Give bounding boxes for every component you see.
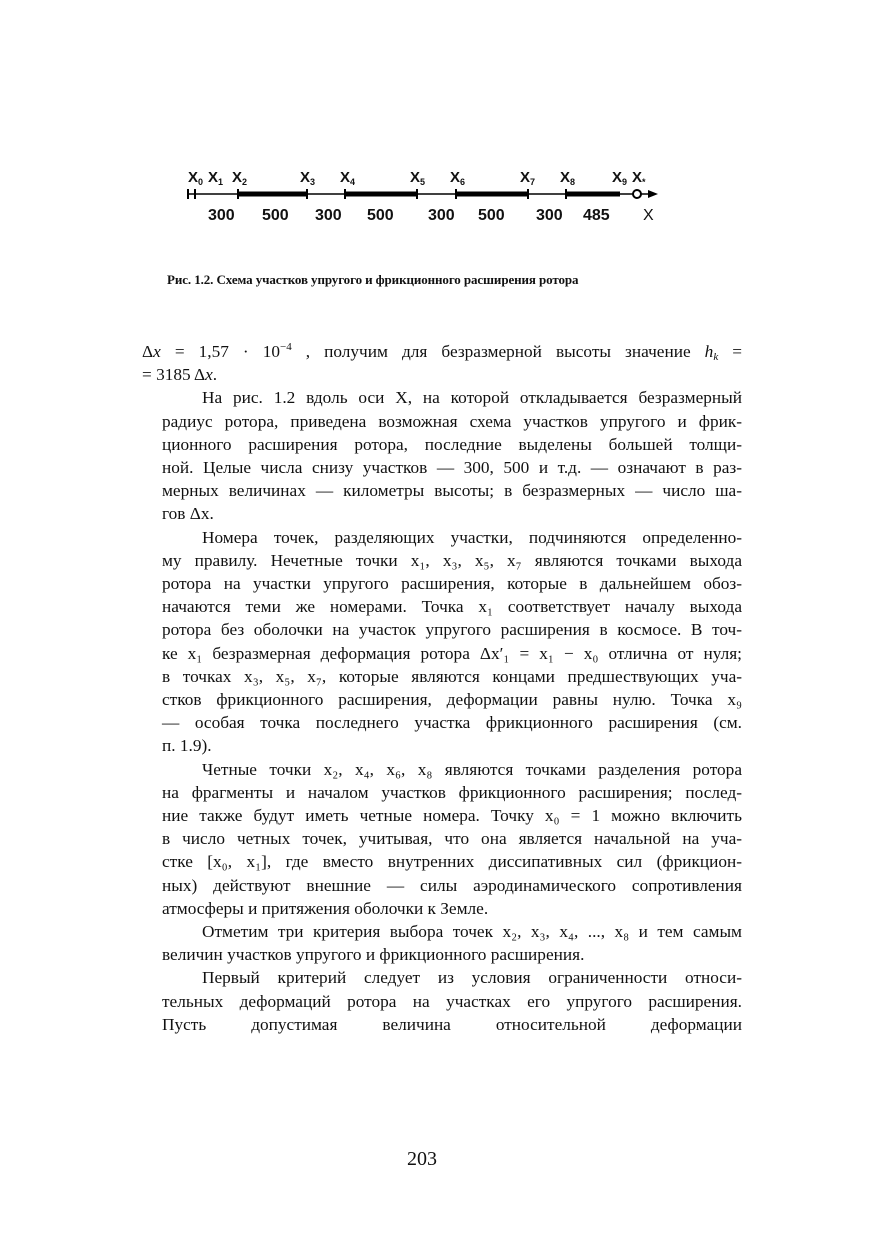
point-label: $X_5$	[410, 169, 426, 187]
segment-value: 300	[428, 207, 455, 224]
segment-value: 500	[262, 207, 289, 224]
point-label: $X_4$	[340, 169, 356, 187]
axis-arrow-icon	[648, 190, 658, 198]
segment-value: 485	[583, 207, 610, 224]
x-star-point-icon	[633, 190, 641, 198]
point-label: $X_2$	[232, 169, 248, 187]
text-line: стков фрикционного расширения, деформации равны нулю. Точка x₉	[162, 690, 742, 710]
point-label: $X_6$	[450, 169, 466, 187]
segment-value: 300	[536, 207, 563, 224]
text-line: Четные точки x₂, x₄, x₆, x₈ являются точками разделения ротора	[202, 759, 742, 779]
text-line: п. 1.9).	[162, 736, 212, 756]
text-line: Первый критерий следует из условия ограниченности относи-	[202, 968, 742, 988]
segment-value: 500	[478, 207, 505, 224]
text-line: На рис. 1.2 вдоль оси X, на которой откладывается безразмерный	[202, 388, 742, 408]
text-line: ние также будут иметь четные номера. Точку x₀ = 1 можно включить	[162, 806, 742, 826]
text-line: величин участков упругого и фрикционного расширения.	[162, 945, 585, 965]
frictional-segment	[566, 192, 620, 197]
text-line: $\Delta x = 1,57 \cdot 10^{-4}$ , получим для безразмерной высоты значение $h_k$ =	[142, 341, 742, 363]
point-label: $X_9$	[612, 169, 628, 187]
figure-caption: Рис. 1.2. Схема участков упругого и фрикционного расширения ротора	[167, 272, 579, 287]
figure-rotor-segments	[180, 160, 680, 240]
text-line: ротора без оболочки на участок упругого расширения в космосе. В точ-	[162, 620, 742, 640]
point-label: $X_*$	[632, 169, 646, 187]
point-label: $X_1$	[208, 169, 224, 187]
text-line: гов Δx.	[162, 504, 214, 524]
axis-label: X	[643, 207, 654, 224]
text-line: стке [x₀, x₁], где вместо внутренних диссипативных сил (фрикцион-	[162, 852, 742, 872]
text-line: Номера точек, разделяющих участки, подчиняются определенно-	[202, 527, 742, 547]
text-line: в точках x₃, x₅, x₇, которые являются концами предшествующих уча-	[162, 666, 742, 686]
text-line: му правилу. Нечетные точки x₁, x₃, x₅, x₇ являются точками выхода	[162, 550, 742, 570]
point-label: $X_0$	[188, 169, 204, 187]
paragraph-1	[162, 386, 742, 525]
frictional-segment	[238, 192, 307, 197]
frictional-segment	[456, 192, 528, 197]
text-line: — особая точка последнего участка фрикционного расширения (см.	[162, 713, 742, 733]
figure-axis	[180, 184, 680, 204]
point-label: $X_8$	[560, 169, 576, 187]
text-line: ных) действуют внешние — силы аэродинамического сопротивления	[162, 875, 742, 895]
paragraph-2	[162, 526, 742, 758]
text-line: тельных деформаций ротора на участках его упругого расширения.	[162, 991, 742, 1011]
point-label: $X_7$	[520, 169, 536, 187]
segment-value: 500	[367, 207, 394, 224]
text-line: Отметим три критерия выбора точек x₂, x₃, x₄, ..., x₈ и тем самым	[202, 922, 742, 942]
paragraph-3	[162, 758, 742, 920]
text-line: ке x₁ безразмерная деформация ротора Δx′₁ = x₁ − x₀ отлична от нуля;	[162, 643, 742, 663]
segment-value: 300	[315, 207, 342, 224]
paragraph-5	[162, 966, 742, 1036]
text-line: начаются теми же номерами. Точка x₁ соответствует началу выхода	[162, 597, 742, 617]
figure-segment-values	[180, 207, 680, 227]
segment-value: 300	[208, 207, 235, 224]
paragraph-4	[162, 920, 742, 966]
body-text	[142, 340, 742, 1036]
paragraph-0	[142, 340, 742, 386]
text-line: Пусть допустимая величина относительной деформации	[162, 1014, 742, 1034]
point-label: $X_3$	[300, 169, 316, 187]
text-line: ционного расширения ротора, последние выделены большей толщи-	[162, 434, 742, 454]
text-line: радиус ротора, приведена возможная схема участков упругого и фрик-	[162, 411, 742, 431]
text-line: мерных величинах — километры высоты; в безразмерных — число ша-	[162, 481, 742, 501]
text-line: ной. Целые числа снизу участков — 300, 500 и т.д. — означают в раз-	[162, 458, 742, 478]
page-number: 203	[407, 1148, 437, 1170]
text-line: = 3185 Δx.	[142, 365, 218, 385]
frictional-segment	[345, 192, 417, 197]
text-line: атмосферы и притяжения оболочки к Земле.	[162, 898, 489, 918]
text-line: на фрагменты и началом участков фрикционного расширения; послед-	[162, 782, 742, 802]
text-line: ротора на участки упругого расширения, которые в дальнейшем обоз-	[162, 574, 742, 594]
text-line: в число четных точек, учитывая, что она является начальной на уча-	[162, 829, 742, 849]
